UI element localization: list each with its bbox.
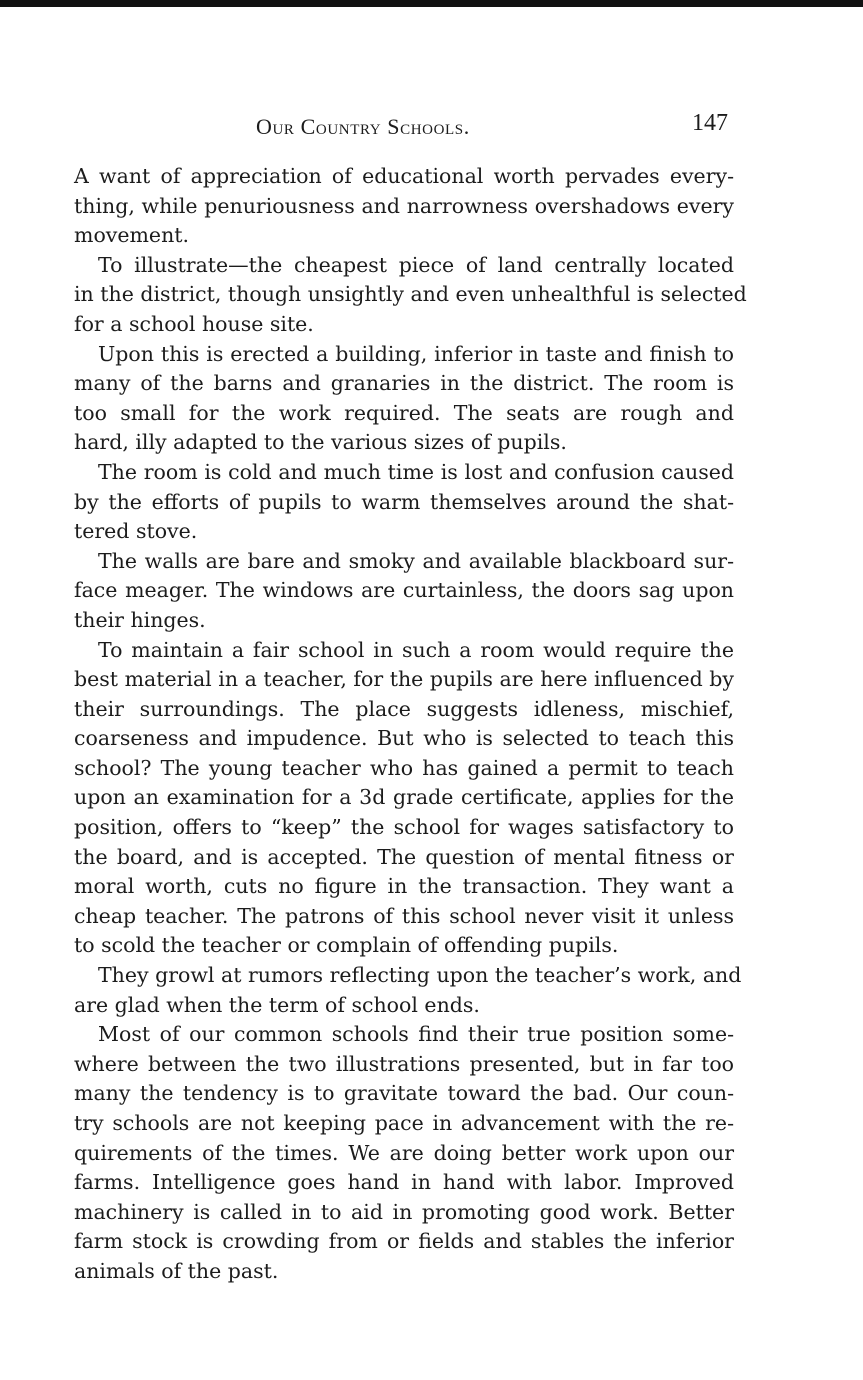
text-line: tered stove.: [74, 519, 198, 544]
text-line: They growl at rumors reflecting upon the teacher’s work, and: [98, 963, 742, 988]
text-line: farms. Intelligence goes hand in hand with labor. Improved: [74, 1170, 734, 1195]
text-line: school? The young teacher who has gained a permit to teach: [74, 755, 734, 780]
text-line: To maintain a fair school in such a room would require the: [98, 637, 734, 662]
body-text: [74, 162, 747, 1287]
text-line: for a school house site.: [74, 311, 314, 336]
text-line: too small for the work required. The seats are rough and: [74, 400, 734, 425]
page-number: 147: [692, 110, 728, 136]
paragraph: [74, 340, 734, 458]
text-line: position, offers to “keep” the school for wages satisfactory to: [74, 815, 734, 840]
text-line: face meager. The windows are curtainless, the doors sag upon: [74, 578, 734, 603]
text-line: To illustrate—the cheapest piece of land centrally located: [98, 252, 734, 277]
text-line: best material in a teacher, for the pupils are here influenced by: [74, 667, 734, 692]
text-line: many of the barns and granaries in the district. The room is: [74, 371, 734, 396]
text-line: where between the two illustrations presented, but in far too: [74, 1051, 734, 1076]
paragraph: [74, 1020, 734, 1286]
paragraph: [74, 636, 734, 962]
text-line: to scold the teacher or complain of offending pupils.: [74, 933, 619, 958]
text-line: thing, while penuriousness and narrowness overshadows every: [74, 193, 734, 218]
text-line: their surroundings. The place suggests idleness, mischief,: [74, 696, 734, 721]
text-line: the board, and is accepted. The question of mental fitness or: [74, 844, 734, 869]
page-top-edge: [0, 0, 863, 7]
text-line: their hinges.: [74, 607, 206, 632]
text-line: in the district, though unsightly and even unhealthful is selected: [74, 282, 747, 307]
text-line: The room is cold and much time is lost and confusion caused: [98, 459, 734, 484]
text-line: upon an examination for a 3d grade certificate, applies for the: [74, 785, 734, 810]
text-line: try schools are not keeping pace in advancement with the re-: [74, 1111, 734, 1135]
text-line: hard, illy adapted to the various sizes of pupils.: [74, 430, 567, 455]
text-line: are glad when the term of school ends.: [74, 992, 480, 1017]
paragraph: [74, 961, 742, 1020]
text-line: coarseness and impudence. But who is selected to teach this: [74, 726, 734, 751]
text-line: by the efforts of pupils to warm themselves around the shat-: [74, 489, 734, 514]
paragraph: [74, 251, 747, 340]
text-line: quirements of the times. We are doing better work upon our: [74, 1140, 734, 1165]
paragraph: [74, 547, 734, 636]
text-line: A want of appreciation of educational worth pervades every-: [74, 164, 734, 188]
paragraph: [74, 162, 734, 251]
text-line: Upon this is erected a building, inferior in taste and finish to: [98, 341, 734, 366]
text-line: farm stock is crowding from or fields and stables the inferior: [74, 1229, 734, 1254]
paragraph: [74, 458, 734, 547]
text-line: animals of the past.: [74, 1258, 279, 1283]
text-line: Most of our common schools find their true position some-: [98, 1022, 734, 1047]
text-line: many the tendency is to gravitate toward the bad. Our coun-: [74, 1081, 734, 1106]
text-line: machinery is called in to aid in promoting good work. Better: [74, 1199, 734, 1224]
running-header: [0, 108, 863, 142]
text-line: cheap teacher. The patrons of this school never visit it unless: [74, 903, 734, 928]
text-line: movement.: [74, 223, 190, 248]
running-title: Our Country Schools.: [256, 114, 470, 139]
text-line: moral worth, cuts no figure in the transaction. They want a: [74, 874, 734, 899]
text-line: The walls are bare and smoky and available blackboard sur-: [98, 548, 734, 573]
